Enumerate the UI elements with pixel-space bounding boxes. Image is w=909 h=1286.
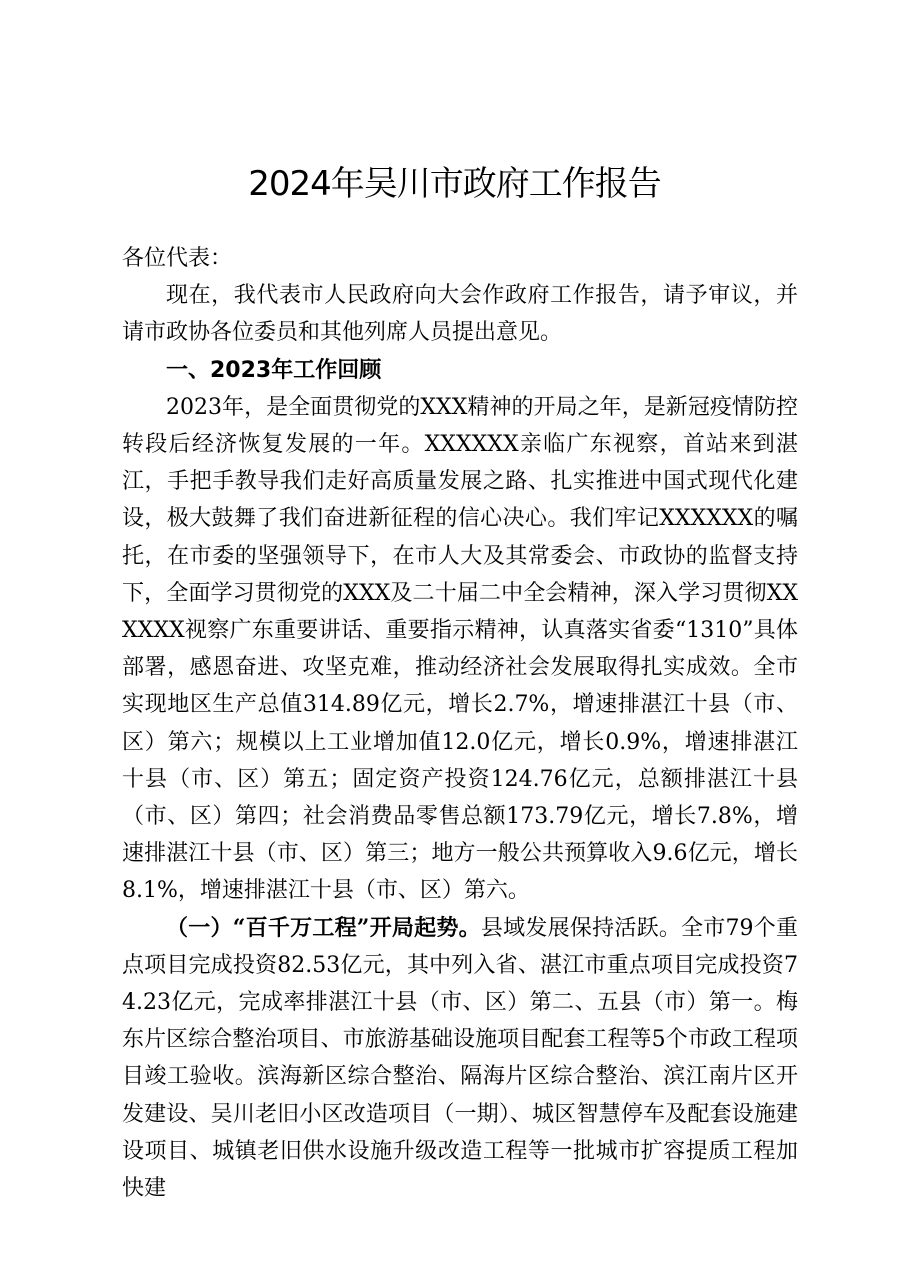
subsection-paragraph [122, 910, 798, 1208]
subsection-text: 县域发展保持活跃。全市79个重点项目完成投资82.53亿元，其中列入省、湛江市重点项目完成投资74.23亿元，完成率排湛江十县（市、区）第二、五县（市）第一。梅东片区综合整治项目、市旅游基础设施项目配套工程等5个市政工程项目竣工验收。滨海新区综合整治、隔海片区综合整治、滨江南片区开发建设、吴川老旧小区改造项目（一期）、城区智慧停车及配套设施建设项目、城镇老旧供水设施升级改造工程等一批城市扩容提质工程加快建 [122, 915, 799, 1202]
document-body [122, 240, 798, 1207]
subsection-lead: （一）“百千万工程”开局起势。 [166, 914, 481, 941]
intro-paragraph: 现在，我代表市人民政府向大会作政府工作报告，请予审议，并请市政协各位委员和其他列席人员提出意见。 [122, 283, 798, 346]
salutation: 各位代表： [122, 246, 233, 271]
review-paragraph: 2023年，是全面贯彻党的XXX精神的开局之年，是新冠疫情防控转段后经济恢复发展的一年。XXXXXX亲临广东视察，首站来到湛江，手把手教导我们走好高质量发展之路、扎实推进中国式现代化建设，极大鼓舞了我们奋进新征程的信心决心。我们牢记XXXXXX的嘱托，在市委的坚强领导下，在市人大及其常委会、市政协的监督支持下，全面学习贯彻党的XXX及二十届二中全会精神，深入学习贯彻XXXXXX视察广东重要讲话、重要指示精神，认真落实省委“1310”具体部署，感恩奋进、攻坚克难，推动经济社会发展取得扎实成效。全市实现地区生产总值314.89亿元，增长2.7%，增速排湛江十县（市、区）第六；规模以上工业增加值12.0亿元，增长0.9%，增速排湛江十县（市、区）第五；固定资产投资124.76亿元，总额排湛江十县（市、区）第四；社会消费品零售总额173.79亿元，增长7.8%，增速排湛江十县（市、区）第三；地方一般公共预算收入9.6亿元，增长8.1%，增速排湛江十县（市、区）第六。 [122, 394, 798, 904]
document-title: 2024年吴川市政府工作报告 [248, 164, 661, 204]
section-heading: 一、2023年工作回顾 [166, 357, 382, 383]
